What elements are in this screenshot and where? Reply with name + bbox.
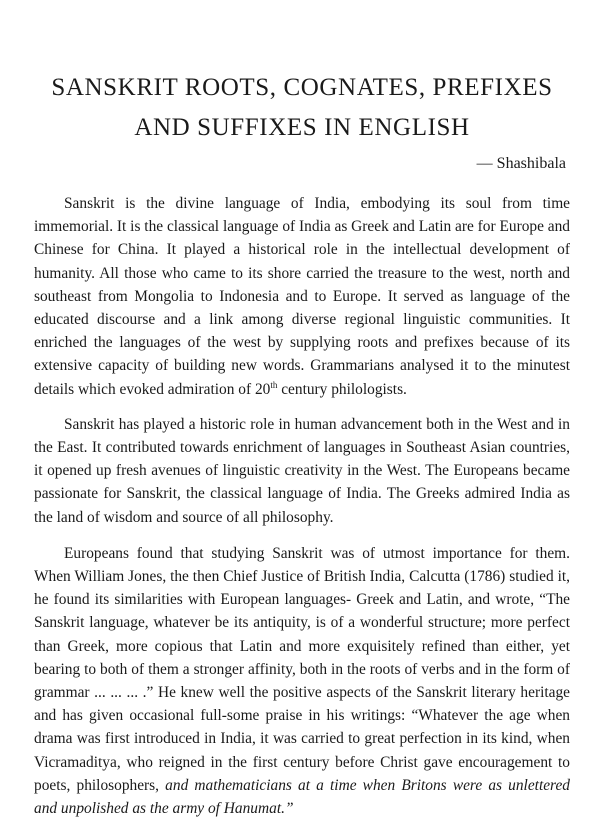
paragraph-3-text: Europeans found that studying Sanskrit was of utmost importance for them. When William Jones, the then Chief Justice of British India, Calcutta (1786) studied it, he found its similarities with European languages- Greek and Latin, and wrote, “The Sanskrit language, whatever be its antiquity, is of a wonderful structure; more perfect than Greek, more copious that Latin and more exquisitely refined than either, yet bearing to both of them a stronger affinity, both in the roots of verbs and in the form of grammar ... ... ... .” He knew well the positive aspects of the Sanskrit literary heritage and has given occasional full-some praise in his writings: “Whatever the age when drama was first introduced in India, it was carried to great perfection in its kind, when Vicramaditya, who reigned in the first century before Christ gave encouragement to poets, philosophers, (34, 544, 570, 794)
paragraph-2-text: Sanskrit has played a historic role in human advancement both in the West and in the East. It contributed towards enrichment of languages in Southeast Asian countries, it opened up fresh avenues of linguistic creativity in the West. The Europeans became passionate for Sanskrit, the classical language of India. The Greeks admired India as the land of wisdom and source of all philosophy. (34, 415, 570, 526)
paragraph-1-text: Sanskrit is the divine language of India, embodying its soul from time immemorial. It is the classical language of India as Greek and Latin are for Europe and Chinese for China. It played a historical role in the intellectual development of humanity. All those who came to its shore carried the treasure to the west, north and southeast from Mongolia to Indonesia and to Europe. It served as language of the educated discourse and a link among diverse regional linguistic communities. It enriched the languages of the west by supplying roots and prefixes because of its extensive capacity of building new words. Grammarians analysed it to the minutest details which evoked admiration of 20 (34, 195, 570, 398)
ordinal-superscript: th (270, 379, 278, 390)
author-byline: — Shashibala (476, 155, 566, 172)
paragraph-2 (34, 413, 570, 529)
paragraph-3 (34, 542, 570, 820)
title-line-1: SANSKRIT ROOTS, COGNATES, PREFIXES (51, 74, 553, 101)
paragraph-1 (34, 192, 570, 401)
title-line-2: AND SUFFIXES IN ENGLISH (134, 114, 470, 141)
paragraph-3-italic: and mathematicians at a time when Britons were as unlettered and unpolished as the army of Hanumat.” (34, 776, 570, 818)
page-title (34, 0, 570, 148)
paragraph-1-tail: century philologists. (277, 380, 407, 398)
